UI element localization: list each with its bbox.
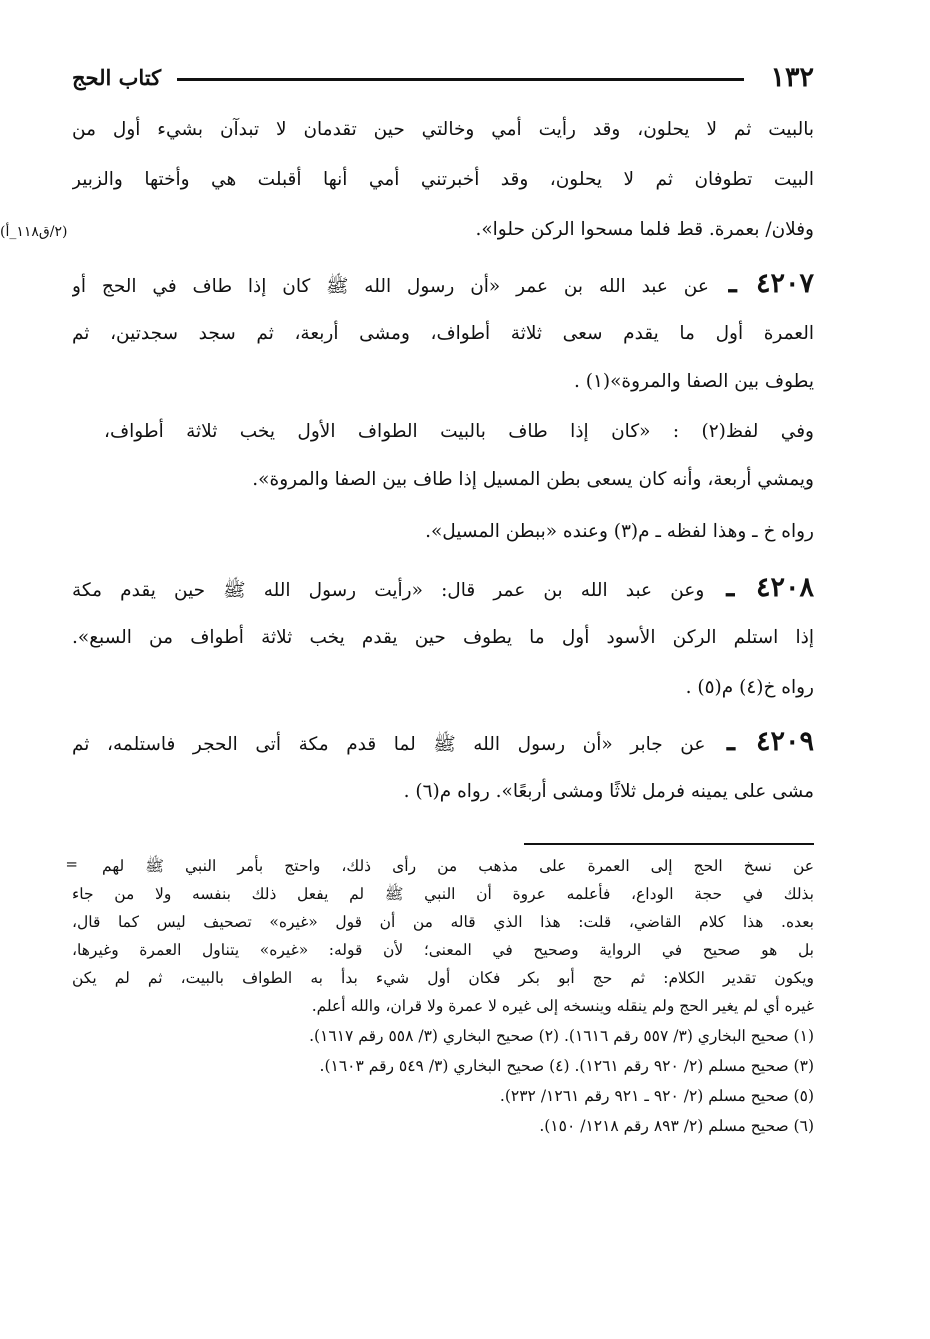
footnote-line: عن نسخ الحج إلى العمرة على مذهب من رأى ذلك، واحتج بأمر النبي ﷺ لهم	[102, 857, 814, 875]
page-header	[72, 58, 814, 98]
hadith-number: ٤٢٠٨ ـ	[726, 572, 814, 603]
text-line: ويمشي أربعة، وأنه كان يسعى بطن المسيل إذا طاف بين الصفا والمروة».	[252, 469, 814, 490]
footnote-rule	[524, 843, 814, 845]
text-line: رواه خ(٤) م(٥) .	[685, 677, 814, 698]
hadith-4209-line	[72, 722, 814, 762]
text-line: مشى على يمينه فرمل ثلاثًا ومشى أربعًا». رواه م(٦) .	[403, 781, 814, 802]
hadith-number: ٤٢٠٧ ـ	[728, 268, 814, 299]
manuscript-margin-note: (٢/ق١١٨_أ)	[0, 224, 68, 240]
text-line: وفلان/ بعمرة. قط فلما مسحوا الركن حلوا».	[475, 219, 814, 240]
page-number: ١٣٢	[770, 62, 814, 93]
text-span: وعن عبد الله بن عمر قال: «رأيت رسول الله ﷺ حين يقدم مكة	[72, 580, 705, 601]
footnote-continuation-marker: =	[65, 855, 78, 873]
footnote-reference: (١) صحيح البخاري (٣/ ٥٥٧ رقم ١٦١٦). (٢) صحيح البخاري (٣/ ٥٥٨ رقم ١٦١٧).	[309, 1027, 814, 1045]
text-line: العمرة أول ما يقدم سعى ثلاثة أطواف، ومشى أربعة، ثم سجد سجدتين، ثم	[72, 323, 814, 344]
book-title: كتاب الحج	[72, 65, 162, 90]
header-rule	[177, 78, 744, 81]
hadith-4208-line	[72, 568, 814, 608]
text-line: البيت تطوفان ثم لا يحلون، وقد أخبرتني أمي أنها أقبلت هي وأختها والزبير	[72, 169, 814, 190]
footnote-line: بعده. هذا كلام القاضي، قلت: هذا الذي قاله من أن قول «غيره» تصحيف ليس كما قال،	[72, 913, 814, 931]
text-span: عن جابر «أن رسول الله ﷺ لما قدم مكة أتى الحجر فاستلمه، ثم	[72, 734, 706, 755]
footnote-reference: (٥) صحيح مسلم (٢/ ٩٢٠ ـ ٩٢١ رقم ١٢٦١/ ٢٣٢).	[499, 1087, 814, 1105]
footnote-reference: (٣) صحيح مسلم (٢/ ٩٢٠ رقم ١٢٦١). (٤) صحيح البخاري (٣/ ٥٤٩ رقم ١٦٠٣).	[319, 1057, 814, 1075]
hadith-4207-line	[72, 264, 814, 304]
text-line: وفي لفظ(٢) : «كان إذا طاف بالبيت الطواف الأول يخب ثلاثة أطواف،	[104, 421, 814, 442]
text-span: عن عبد الله بن عمر «أن رسول الله ﷺ كان إذا طاف في الحج أو	[72, 276, 709, 297]
footnote-line: بذلك في حجة الوداع، فأعلمه عروة أن النبي ﷺ لم يفعل ذلك بنفسه ولا من جاء	[72, 885, 814, 903]
footnote-line: غيره أي لم يغير الحج ولم ينقله وينسخه إلى غيره لا عمرة ولا قران، والله أعلم.	[311, 997, 814, 1015]
hadith-number: ٤٢٠٩ ـ	[726, 726, 814, 757]
footnote-line: ويكون تقدير الكلام: ثم حج أبو بكر فكان أول شيء بدأ به الطواف بالبيت، ثم لم يكن	[72, 969, 814, 987]
text-line: يطوف بين الصفا والمروة»(١) .	[573, 371, 814, 392]
footnote-reference: (٦) صحيح مسلم (٢/ ٨٩٣ رقم ١٢١٨/ ١٥٠).	[539, 1117, 814, 1135]
text-line: إذا استلم الركن الأسود أول ما يطوف حين يقدم يخب ثلاثة أطواف من السبع».	[72, 627, 814, 648]
text-line: بالبيت ثم لا يحلون، وقد رأيت أمي وخالتي حين تقدمان لا تبدآن بشيء أول من	[72, 119, 814, 140]
footnote-line: بل هو صحيح في الرواية وصحيح في المعنى؛ لأن قوله: «غيره» يتناول العمرة وغيرها،	[72, 941, 814, 959]
text-line: رواه خ ـ وهذا لفظه ـ م(٣) وعنده «ببطن المسيل».	[425, 521, 814, 542]
